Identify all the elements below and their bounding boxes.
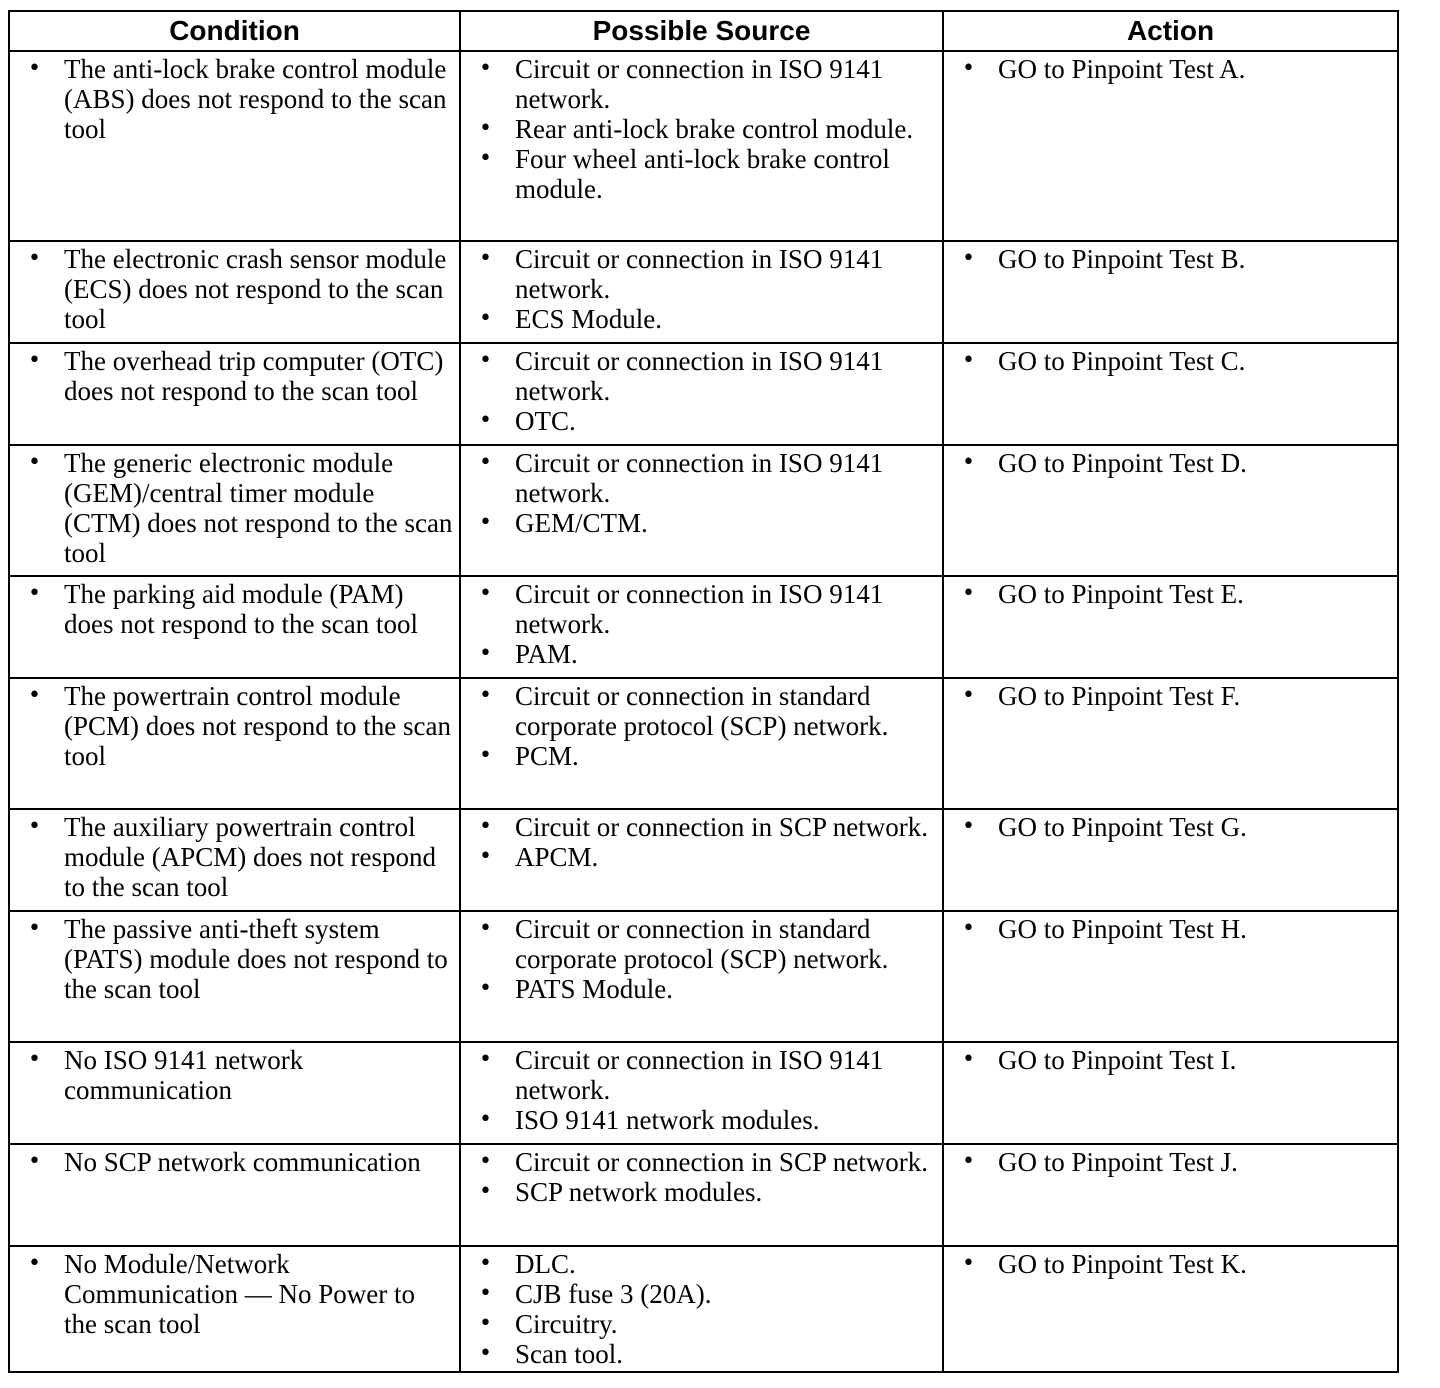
action-cell xyxy=(943,1246,1398,1372)
source-list xyxy=(467,244,936,334)
source-item: • Circuit or connection in ISO 9141 network. xyxy=(467,346,936,406)
action-list xyxy=(950,579,1391,609)
action-text: • GO to Pinpoint Test C. xyxy=(950,346,1391,376)
action-cell xyxy=(943,911,1398,1042)
source-list xyxy=(467,812,936,872)
source-item: • PCM. xyxy=(467,741,936,771)
source-item: • OTC. xyxy=(467,406,936,436)
source-item: • Circuitry. xyxy=(467,1309,936,1339)
source-list xyxy=(467,681,936,771)
condition-list xyxy=(16,1147,453,1177)
action-list xyxy=(950,914,1391,944)
source-cell xyxy=(460,51,943,241)
source-item: • Circuit or connection in ISO 9141 network. xyxy=(467,244,936,304)
action-cell xyxy=(943,241,1398,343)
condition-cell xyxy=(9,678,460,809)
condition-text: • The auxiliary powertrain control module (APCM) does not respond to the scan tool xyxy=(16,812,453,902)
condition-list xyxy=(16,914,453,1004)
action-list xyxy=(950,244,1391,274)
table-row xyxy=(9,911,1398,1042)
action-cell xyxy=(943,1042,1398,1144)
source-list xyxy=(467,448,936,538)
source-cell xyxy=(460,445,943,576)
source-cell xyxy=(460,678,943,809)
header-row xyxy=(9,11,1398,51)
condition-list xyxy=(16,346,453,406)
action-text: • GO to Pinpoint Test I. xyxy=(950,1045,1391,1075)
condition-list xyxy=(16,812,453,902)
source-list xyxy=(467,914,936,1004)
action-list xyxy=(950,1147,1391,1177)
source-item: • Circuit or connection in ISO 9141 network. xyxy=(467,1045,936,1105)
action-cell xyxy=(943,1144,1398,1246)
table-row xyxy=(9,809,1398,911)
condition-text: • The powertrain control module (PCM) does not respond to the scan tool xyxy=(16,681,453,771)
source-list xyxy=(467,1045,936,1135)
action-cell xyxy=(943,678,1398,809)
source-item: • Circuit or connection in ISO 9141 network. xyxy=(467,579,936,639)
source-cell xyxy=(460,576,943,678)
source-item: • SCP network modules. xyxy=(467,1177,936,1207)
table-row xyxy=(9,343,1398,445)
source-item: • ECS Module. xyxy=(467,304,936,334)
source-item: • GEM/CTM. xyxy=(467,508,936,538)
condition-cell xyxy=(9,1144,460,1246)
source-list xyxy=(467,579,936,669)
source-item: • Rear anti-lock brake control module. xyxy=(467,114,936,144)
diagnostic-table xyxy=(8,10,1399,1373)
source-item: • APCM. xyxy=(467,842,936,872)
source-cell xyxy=(460,911,943,1042)
source-list xyxy=(467,346,936,436)
action-text: • GO to Pinpoint Test H. xyxy=(950,914,1391,944)
action-text: • GO to Pinpoint Test E. xyxy=(950,579,1391,609)
action-cell xyxy=(943,343,1398,445)
source-list xyxy=(467,1249,936,1369)
table-row xyxy=(9,678,1398,809)
header-condition: Condition xyxy=(9,11,460,51)
table-row xyxy=(9,241,1398,343)
table-row xyxy=(9,1042,1398,1144)
source-cell xyxy=(460,1144,943,1246)
action-cell xyxy=(943,51,1398,241)
condition-cell xyxy=(9,51,460,241)
source-item: • DLC. xyxy=(467,1249,936,1279)
source-cell xyxy=(460,241,943,343)
header-possible-source: Possible Source xyxy=(460,11,943,51)
condition-text: • The electronic crash sensor module (ECS) does not respond to the scan tool xyxy=(16,244,453,334)
source-list xyxy=(467,54,936,204)
action-list xyxy=(950,1045,1391,1075)
action-list xyxy=(950,681,1391,711)
condition-text: • The generic electronic module (GEM)/central timer module (CTM) does not respond to the scan tool xyxy=(16,448,453,568)
condition-cell xyxy=(9,809,460,911)
source-item: • Circuit or connection in ISO 9141 network. xyxy=(467,54,936,114)
source-item: • Circuit or connection in ISO 9141 network. xyxy=(467,448,936,508)
source-item: • Four wheel anti-lock brake control module. xyxy=(467,144,936,204)
source-item: • CJB fuse 3 (20A). xyxy=(467,1279,936,1309)
action-cell xyxy=(943,576,1398,678)
action-list xyxy=(950,448,1391,478)
source-item: • ISO 9141 network modules. xyxy=(467,1105,936,1135)
action-text: • GO to Pinpoint Test J. xyxy=(950,1147,1391,1177)
condition-cell xyxy=(9,343,460,445)
condition-text: • No ISO 9141 network communication xyxy=(16,1045,453,1105)
action-text: • GO to Pinpoint Test B. xyxy=(950,244,1391,274)
source-item: • Circuit or connection in standard corporate protocol (SCP) network. xyxy=(467,681,936,741)
condition-text: • The passive anti-theft system (PATS) module does not respond to the scan tool xyxy=(16,914,453,1004)
source-item: • PAM. xyxy=(467,639,936,669)
table-body xyxy=(9,51,1398,1372)
source-item: • Circuit or connection in standard corporate protocol (SCP) network. xyxy=(467,914,936,974)
source-cell xyxy=(460,809,943,911)
table-row xyxy=(9,1144,1398,1246)
condition-cell xyxy=(9,911,460,1042)
condition-cell xyxy=(9,445,460,576)
action-list xyxy=(950,54,1391,84)
condition-cell xyxy=(9,1042,460,1144)
condition-text: • The parking aid module (PAM) does not respond to the scan tool xyxy=(16,579,453,639)
source-cell xyxy=(460,1246,943,1372)
source-item: • PATS Module. xyxy=(467,974,936,1004)
source-cell xyxy=(460,343,943,445)
condition-text: • The anti-lock brake control module (ABS) does not respond to the scan tool xyxy=(16,54,453,144)
action-list xyxy=(950,1249,1391,1279)
condition-cell xyxy=(9,576,460,678)
source-item: • Circuit or connection in SCP network. xyxy=(467,812,936,842)
condition-cell xyxy=(9,1246,460,1372)
source-list xyxy=(467,1147,936,1207)
action-text: • GO to Pinpoint Test A. xyxy=(950,54,1391,84)
action-list xyxy=(950,812,1391,842)
source-item: • Circuit or connection in SCP network. xyxy=(467,1147,936,1177)
table-row xyxy=(9,1246,1398,1372)
condition-text: • No Module/Network Communication — No Power to the scan tool xyxy=(16,1249,453,1339)
condition-list xyxy=(16,1249,453,1339)
table-row xyxy=(9,51,1398,241)
condition-list xyxy=(16,681,453,771)
action-text: • GO to Pinpoint Test F. xyxy=(950,681,1391,711)
action-text: • GO to Pinpoint Test K. xyxy=(950,1249,1391,1279)
table-row xyxy=(9,445,1398,576)
action-text: • GO to Pinpoint Test D. xyxy=(950,448,1391,478)
condition-text: • No SCP network communication xyxy=(16,1147,453,1177)
condition-list xyxy=(16,54,453,144)
table-row xyxy=(9,576,1398,678)
condition-list xyxy=(16,1045,453,1105)
condition-cell xyxy=(9,241,460,343)
action-cell xyxy=(943,445,1398,576)
source-item: • Scan tool. xyxy=(467,1339,936,1369)
action-list xyxy=(950,346,1391,376)
source-cell xyxy=(460,1042,943,1144)
condition-list xyxy=(16,579,453,639)
action-text: • GO to Pinpoint Test G. xyxy=(950,812,1391,842)
condition-list xyxy=(16,448,453,568)
header-action: Action xyxy=(943,11,1398,51)
action-cell xyxy=(943,809,1398,911)
condition-list xyxy=(16,244,453,334)
condition-text: • The overhead trip computer (OTC) does not respond to the scan tool xyxy=(16,346,453,406)
